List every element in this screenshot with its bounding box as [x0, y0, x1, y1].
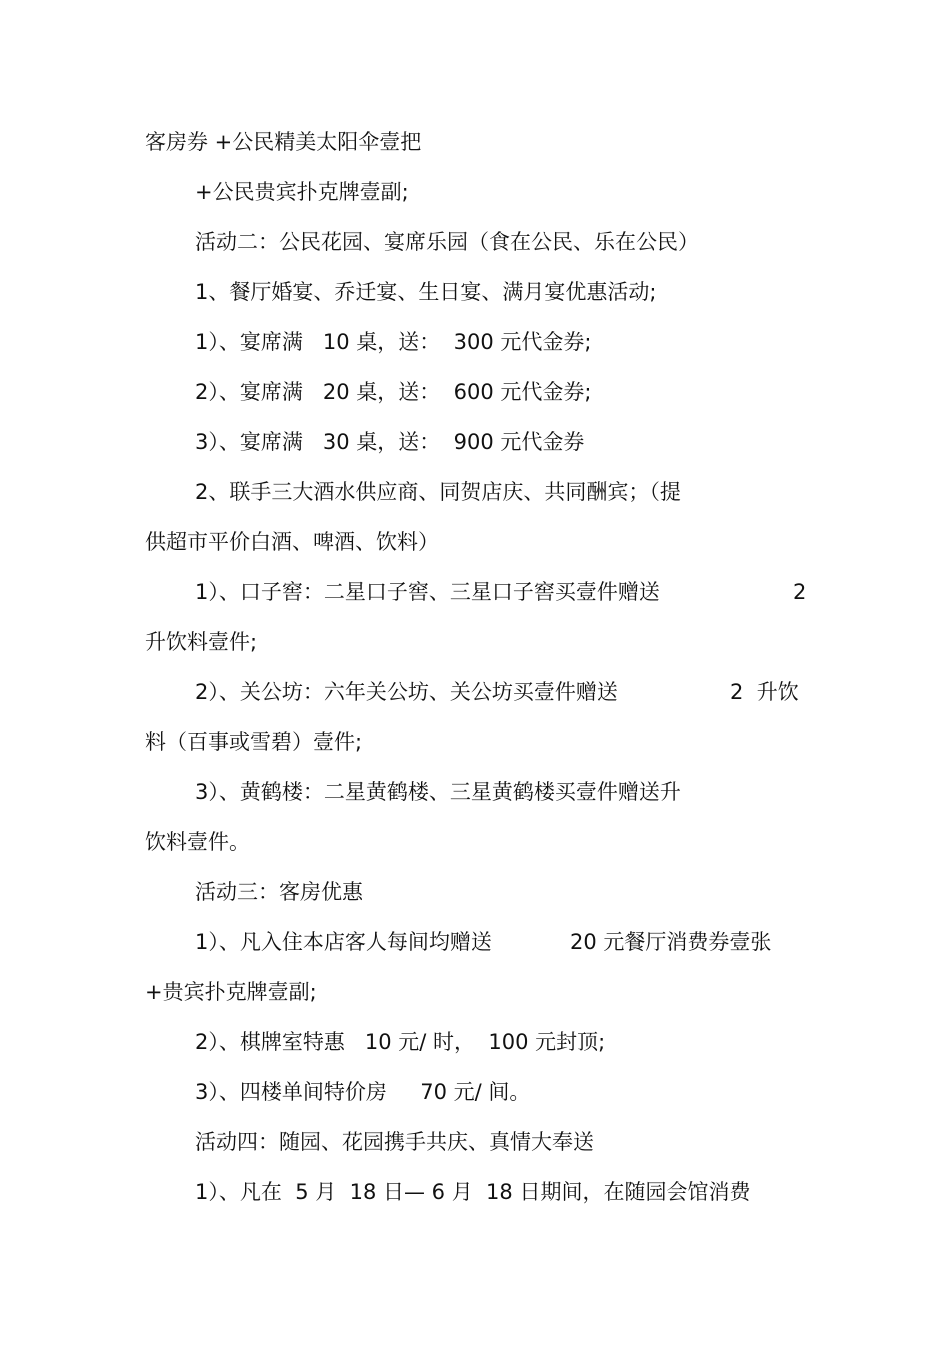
text-line: +公民贵宾扑克牌壹副;: [195, 180, 409, 204]
text-line: 1、餐厅婚宴、乔迁宴、生日宴、满月宴优惠活动;: [195, 280, 657, 304]
text-line: 升饮料壹件;: [145, 630, 258, 654]
text-line: 20 元餐厅消费券壹张: [570, 930, 772, 954]
text-line: 2）、宴席满 20 桌，送： 600 元代金券;: [195, 380, 592, 404]
text-line: 2、联手三大酒水供应商、同贺店庆、共同酬宾；（提: [195, 480, 681, 504]
text-line: 客房券 +公民精美太阳伞壹把: [145, 130, 422, 154]
text-line: 1）、口子窖：二星口子窖、三星口子窖买壹件赠送: [195, 580, 660, 604]
text-line: 1）、凡在 5 月 18 日— 6 月 18 日期间，在随园会馆消费: [195, 1180, 751, 1204]
text-line: 2 升饮: [730, 680, 799, 704]
text-line: 3）、四楼单间特价房 70 元/ 间。: [195, 1080, 531, 1104]
text-line: 活动三：客房优惠: [195, 880, 363, 904]
text-line: 3）、黄鹤楼：二星黄鹤楼、三星黄鹤楼买壹件赠送升: [195, 780, 681, 804]
text-line: 2: [793, 580, 807, 604]
text-line: 活动二：公民花园、宴席乐园（食在公民、乐在公民）: [195, 230, 699, 254]
text-line: 活动四：随园、花园携手共庆、真情大奉送: [195, 1130, 594, 1154]
text-line: 2）、关公坊：六年关公坊、关公坊买壹件赠送: [195, 680, 618, 704]
text-line: 饮料壹件。: [145, 830, 250, 854]
text-line: 1）、宴席满 10 桌，送： 300 元代金券;: [195, 330, 592, 354]
text-line: 2）、棋牌室特惠 10 元/ 时， 100 元封顶;: [195, 1030, 606, 1054]
text-line: 供超市平价白酒、啤酒、饮料）: [145, 530, 439, 554]
text-line: 3）、宴席满 30 桌，送： 900 元代金券: [195, 430, 585, 454]
text-line: 1）、凡入住本店客人每间均赠送: [195, 930, 492, 954]
text-line: +贵宾扑克牌壹副;: [145, 980, 317, 1004]
text-line: 料（百事或雪碧）壹件;: [145, 730, 363, 754]
